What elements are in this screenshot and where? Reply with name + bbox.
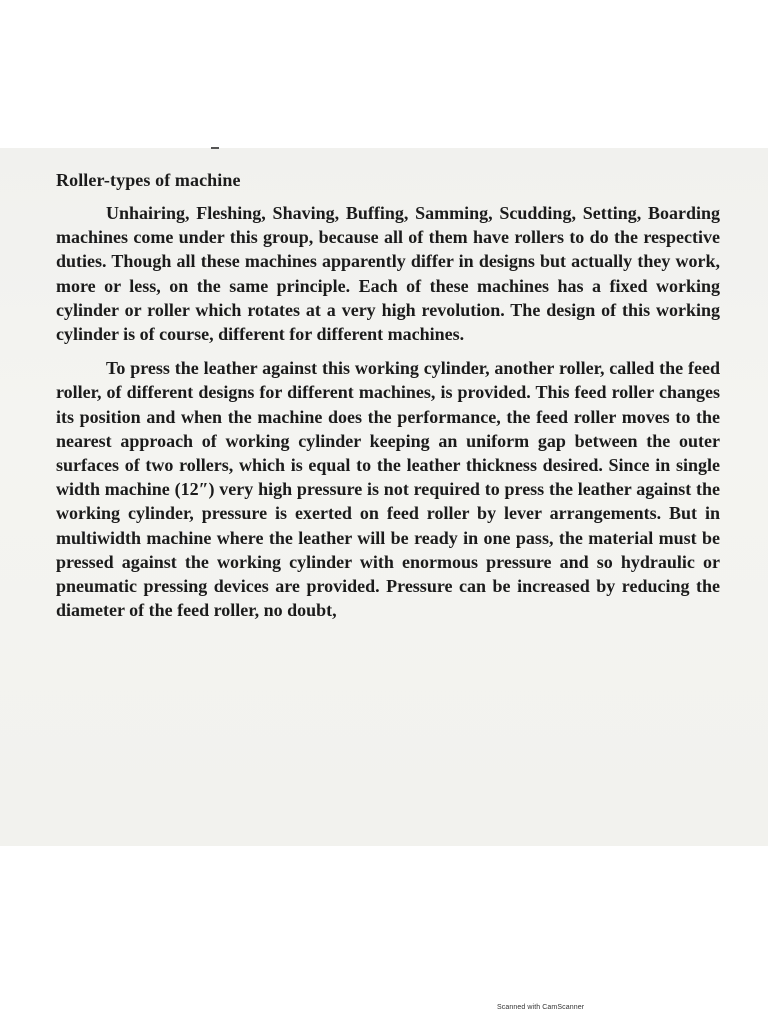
section-heading: Roller-types of machine [56,170,241,190]
paragraph-1: Unhairing, Fleshing, Shaving, Buffing, Samming, Scudding, Setting, Boarding machines come under this group, because all of them have rollers to do the respective duties. Though all these machines apparently differ in designs but actually they work, more or less, on the same principle. Each of these machines has a fixed working cylinder or roller which rotates at a very high revolution. The design of this working cylinder is of course, different for different machines. [56,203,720,345]
paragraph-2: To press the leather against this working cylinder, another roller, called the feed roller, of different designs for different machines, is provided. This feed roller changes its position and when the machine does the performance, the feed roller moves to the nearest approach of working cylinder keeping an uniform gap between the outer surfaces of two rollers, which is equal to the leather thickness desired. Since in single width machine (12″) very high pressure is not required to press the leather against the working cylinder, pressure is exerted on feed roller by lever arrangements. But in multiwidth machine where the leather will be ready in one pass, the material must be pressed against the working cylinder with enormous pressure and so hydraulic or pneumatic pressing devices are provided. Pressure can be increased by reducing the diameter of the feed roller, no doubt, [56,358,720,621]
scanned-page [0,148,768,846]
scan-speck [211,147,219,149]
camscanner-watermark: Scanned with CamScanner [497,1004,585,1011]
